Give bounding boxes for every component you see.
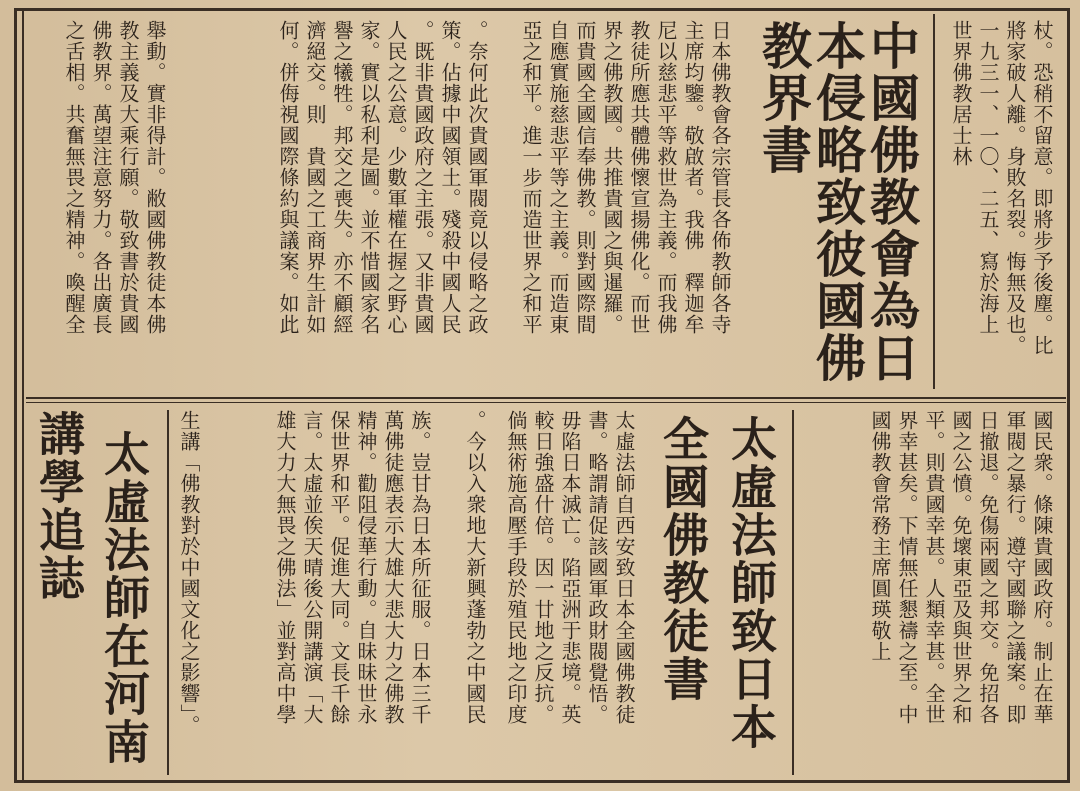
text-column: 世界佛教居士林	[949, 20, 973, 167]
headline-column: 全國佛教徒書	[656, 415, 710, 703]
text-column: 雄大力大無畏之佛法」並對高中學	[273, 410, 297, 725]
text-column: 倘無術施高壓手段於殖民地之印度	[504, 410, 528, 725]
text-column: 。既非貴國政府之主張。又非貴國	[411, 20, 435, 335]
text-column: 。奈何此次貴國軍閥竟以侵略之政	[465, 20, 489, 335]
left-border-inner	[22, 8, 24, 783]
text-column: 國之公憤。免壞東亞及與世界之和	[949, 410, 973, 725]
text-column: 生講「佛教對於中國文化之影響」。	[177, 410, 201, 736]
text-column: 主席均鑒。敬啟者。我佛 釋迦牟	[681, 20, 705, 335]
text-column: 教主義及大乘行願。敬致書於貴國	[116, 20, 140, 335]
bottom-border	[14, 780, 1070, 783]
headline-column: 講學追誌	[32, 410, 86, 602]
article-divider-vertical-left	[167, 410, 169, 775]
text-column: 。今以入衆地大新興蓬勃之中國民	[463, 410, 487, 725]
text-column: 族。豈甘為日本所征服。日本三千	[408, 410, 432, 725]
text-column: 界幸甚矣。下情無任懇禱之至。中	[895, 410, 919, 725]
text-column: 一九三一、一〇、二五、寫於海上	[976, 20, 1000, 335]
text-column: 日撤退。免傷兩國之邦交。免招各	[976, 410, 1000, 725]
article-divider-vertical-bottom	[792, 410, 794, 775]
headline-column: 太虛法師在河南	[97, 430, 151, 766]
text-column: 平。則貴國幸甚。人類幸甚。全世	[922, 410, 946, 725]
text-column: 杖。恐稍不留意。即將步予後塵。比	[1030, 20, 1054, 356]
section-divider-horizontal-2	[26, 402, 1066, 403]
text-column: 教徒所應共體佛懷宣揚佛化。而世	[627, 20, 651, 335]
text-column: 國佛教會常務主席圓瑛敬上	[868, 410, 892, 662]
text-column: 濟絕交。則 貴國之工商界生計如	[303, 20, 327, 335]
right-border	[1067, 8, 1070, 783]
text-column: 日本佛教會各宗管長各佈教師各寺	[708, 20, 732, 335]
text-column: 自應實施慈悲平等之主義。而造東	[546, 20, 570, 335]
text-column: 精神。勸阻侵華行動。自昧昧世永	[354, 410, 378, 725]
section-divider-horizontal	[26, 397, 1066, 399]
top-border	[14, 8, 1070, 11]
text-column: 保世界和平。促進大同。文長千餘	[327, 410, 351, 725]
text-column: 而貴國全國信奉佛教。則對國際間	[573, 20, 597, 335]
text-column: 佛教界。萬望注意努力。各出廣長	[89, 20, 113, 335]
text-column: 毋陷日本滅亡。陷亞洲于悲境。英	[558, 410, 582, 725]
text-column: 何。併侮視國際條約與議案。如此	[276, 20, 300, 335]
left-border	[14, 8, 17, 783]
text-column: 軍閥之暴行。遵守國聯之議案。即	[1003, 410, 1027, 725]
text-column: 太虛法師自西安致日本全國佛教徒	[612, 410, 636, 725]
text-column: 人民之公意。少數軍權在握之野心	[384, 20, 408, 335]
text-column: 書。略謂請促該國軍政財閥覺悟。	[585, 410, 609, 725]
text-column: 尼以慈悲平等救世為主義。而我佛	[654, 20, 678, 335]
text-column: 萬佛徒應表示大雄大悲大力之佛教	[381, 410, 405, 725]
text-column: 譽之犧牲。邦交之喪失。亦不顧經	[330, 20, 354, 335]
text-column: 國民衆。條陳貴國政府。制止在華	[1030, 410, 1054, 725]
text-column: 之舌相。共奮無畏之精神。喚醒全	[62, 20, 86, 335]
text-column: 界之佛教國。共推貴國之與暹羅。	[600, 20, 624, 335]
headline-column: 中國佛教會為日	[862, 20, 921, 384]
text-column: 家。實以私利是圖。並不惜國家名	[357, 20, 381, 335]
headline-column: 本侵略致彼國佛	[808, 20, 867, 384]
text-column: 將家破人離。身敗名裂。悔無及也。	[1003, 20, 1027, 356]
text-column: 舉動。實非得計。敝國佛教徒本佛	[143, 20, 167, 335]
article-divider-vertical-top	[933, 14, 935, 389]
headline-column: 教界書	[754, 20, 813, 176]
text-column: 言。太虛並俟天晴後公開講演「大	[300, 410, 324, 725]
text-column: 較日強盛什倍。因一廿地之反抗。	[531, 410, 555, 725]
headline-column: 太虛法師致日本	[724, 415, 778, 751]
text-column: 策。佔據中國領土。殘殺中國人民	[438, 20, 462, 335]
text-column: 亞之和平。進一步而造世界之和平	[519, 20, 543, 335]
